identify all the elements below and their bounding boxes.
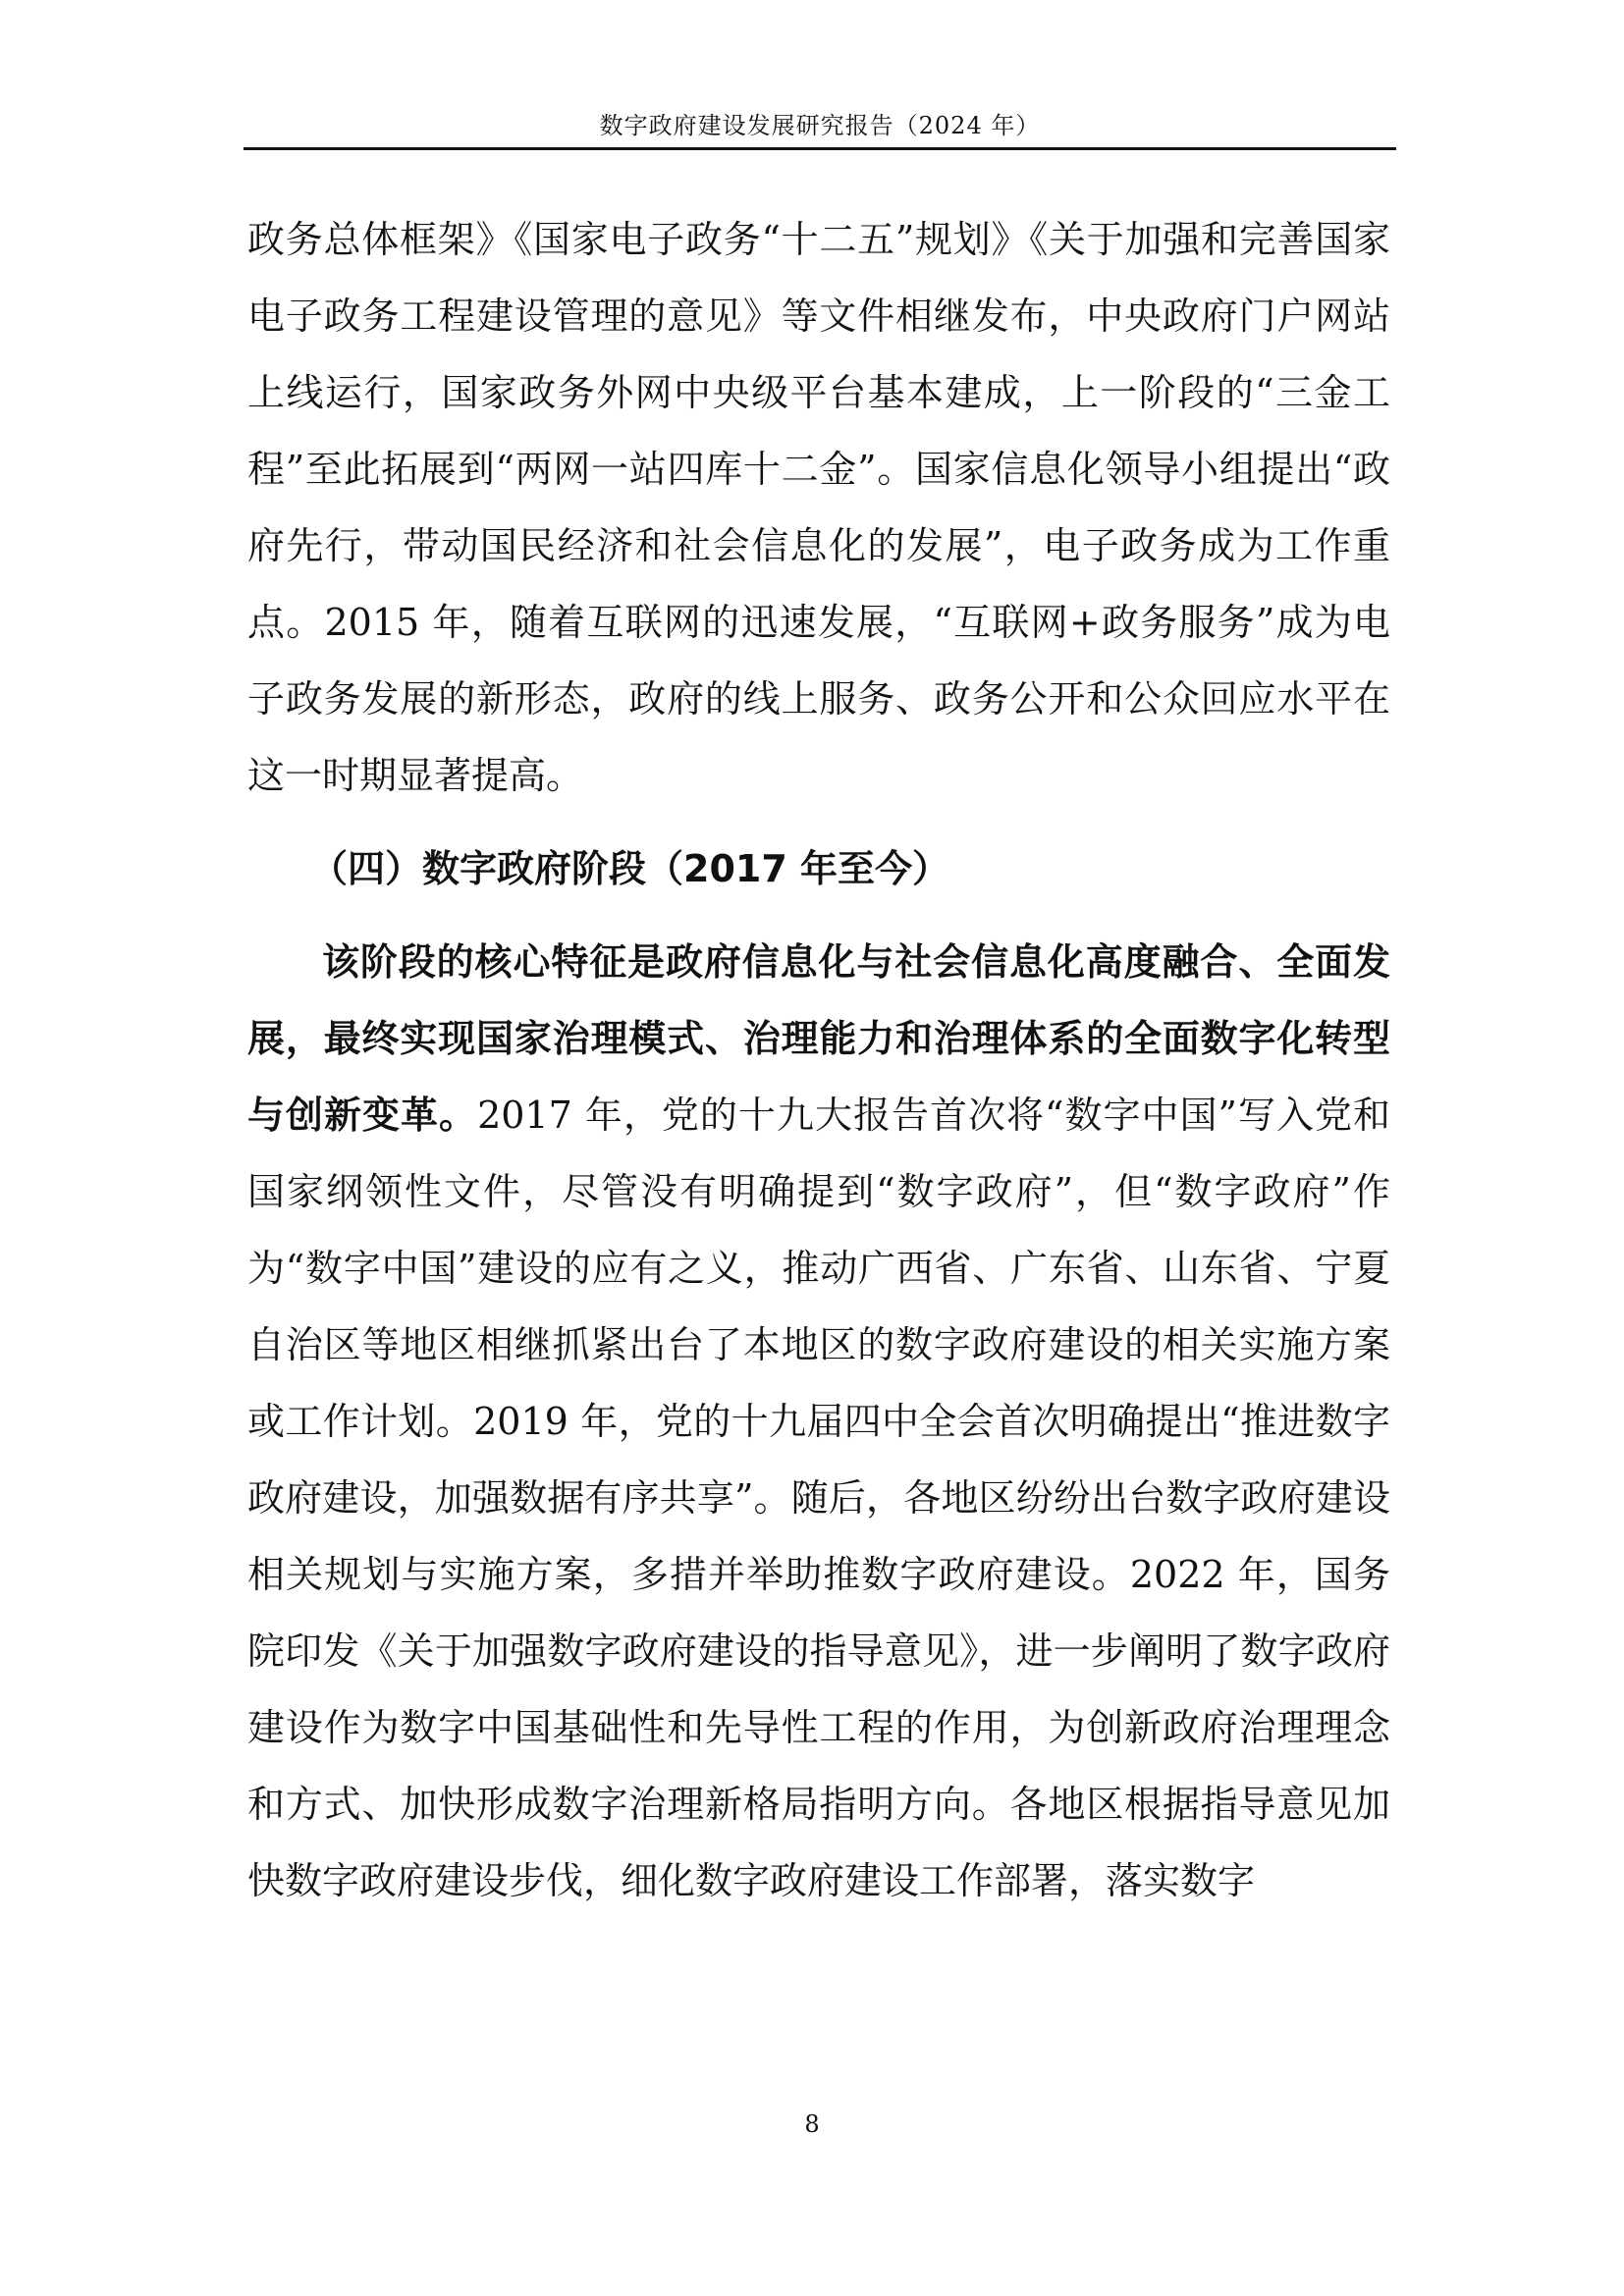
bold-lead-sentence: 该阶段的核心特征是政府信息化与社会信息化高度融合、全面发展，最终实现国家治理模式、治理能力和治理体系的全面数字化转型与创新变革。 — [247, 940, 1390, 1137]
paragraph-body-text: 2017 年，党的十九大报告首次将“数字中国”写入党和国家纲领性文件，尽管没有明确提到“数字政府”，但“数字政府”作为“数字中国”建设的应有之义，推动广西省、广东省、山东省、宁夏自治区等地区相继抓紧出台了本地区的数字政府建设的相关实施方案或工作计划。2019 年，党的十九届四中全会首次明确提出“推进数字政府建设，加强数据有序共享”。随后，各地区纷纷出台数字政府建设相关规划与实施方案，多措并举助推数字政府建设。2022 年，国务院印发《关于加强数字政府建设的指导意见》，进一步阐明了数字政府建设作为数字中国基础性和先导性工程的作用，为创新政府治理理念和方式、加快形成数字治理新格局指明方向。各地区根据指导意见加快数字政府建设步伐，细化数字政府建设工作部署，落实数字 — [247, 1094, 1390, 1902]
section-heading: （四）数字政府阶段（2017 年至今） — [310, 847, 949, 890]
header-divider — [244, 147, 1396, 150]
page-number: 8 — [804, 2110, 820, 2138]
paragraph-e-government-stage: 政务总体框架》《国家电子政务“十二五”规划》《关于加强和完善国家电子政务工程建设管理的意见》等文件相继发布，中央政府门户网站上线运行，国家政务外网中央级平台基本建成，上一阶段的“三金工程”至此拓展到“两网一站四库十二金”。国家信息化领导小组提出“政府先行，带动国民经济和社会信息化的发展”，电子政务成为工作重点。2015 年，随着互联网的迅速发展，“互联网+政务服务”成为电子政务发展的新形态，政府的线上服务、政务公开和公众回应水平在这一时期显著提高。 — [247, 218, 1390, 797]
running-header: 数字政府建设发展研究报告（2024 年） — [599, 112, 1041, 139]
paragraph-digital-government-stage — [247, 924, 1390, 1919]
document-body — [247, 201, 1390, 1919]
